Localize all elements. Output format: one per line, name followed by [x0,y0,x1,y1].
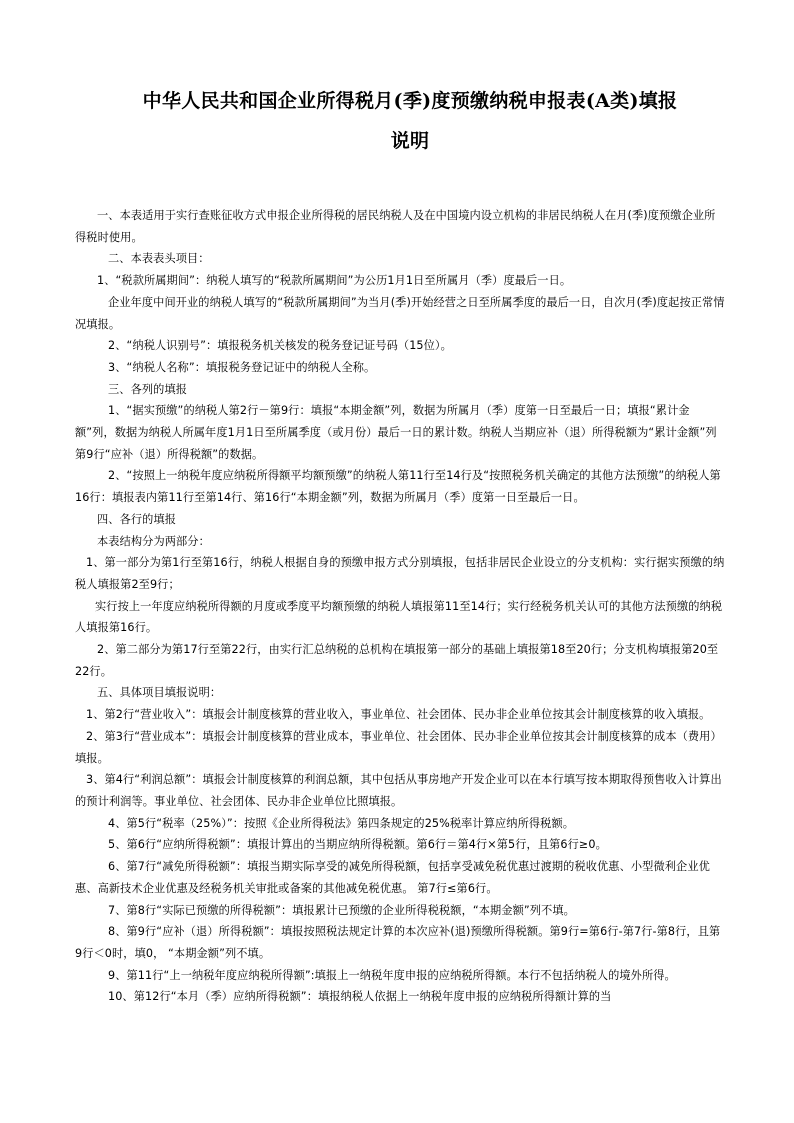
paragraph-row-8: 7、第8行“实际已预缴的所得税额”：填报累计已预缴的企业所得税税额，“本期金额”列不填。 [108,903,575,917]
paragraph-row-11: 9、第11行“上一纳税年度应纳税所得额”:填报上一纳税年度申报的应纳税所得额。本行不包括纳税人的境外所得。 [108,968,676,982]
paragraph-row-5: 4、第5行“税率（25%）”：按照《企业所得税法》第四条规定的25%税率计算应纳所得税额。 [108,816,575,830]
section-heading-rows: 四、各行的填报 [97,512,177,526]
paragraph-structure: 本表结构分为两部分： [97,534,210,548]
paragraph-tax-period: 1、“税款所属期间”：纳税人填写的“税款所属期间”为公历1月1日至所属月（季）度最后一日。 [97,274,572,288]
paragraph-row-2: 1、第2行“营业收入”：填报会计制度核算的营业收入，事业单位、社会团体、民办非企业单位按其会计制度核算的收入填报。 [86,708,711,722]
paragraph-row-7: 6、第7行“减免所得税额”：填报当期实际享受的减免所得税额，包括享受减免税优惠过渡期的税收优惠、小型微利企业优惠、高新技术企业优惠及经税务机关审批或备案的其他减免税优惠。 第7行≤第6行。 [75,860,710,895]
paragraph-row-6: 5、第6行“应纳所得税额”：填报计算出的当期应纳所得税额。第6行＝第4行×第5行，且第6行≥0。 [108,838,607,852]
paragraph-row-3: 2、第3行“营业成本”：填报会计制度核算的营业成本，事业单位、社会团体、民办非企业单位按其会计制度核算的成本（费用）填报。 [75,729,722,765]
paragraph-mid-year-opening: 企业年度中间开业的纳税人填写的“税款所属期间”为当月(季)开始经营之日至所属季度的最后一日，自次月(季)度起按正常情况填报。 [75,295,725,331]
section-heading-item-details: 五、具体项目填报说明： [97,686,222,700]
paragraph-row-12: 10、第12行“本月（季）应纳所得税额”：填报纳税人依据上一纳税年度申报的应纳税所得额计算的当 [108,990,612,1004]
document-body [75,205,725,1008]
document-title-continued: 说明 [390,130,430,152]
paragraph-row-9: 8、第9行“应补（退）所得税额”：填报按照税法规定计算的本次应补(退)预缴所得税额。第9行=第6行-第7行-第8行，且第9行＜0时，填0， “本期金额”列不填。 [75,925,721,960]
section-heading-columns: 三、各列的填报 [108,382,188,396]
paragraph-row-4: 3、第4行“利润总额”：填报会计制度核算的利润总额，其中包括从事房地产开发企业可以在本行填写按本期取得预售收入计算出的预计利润等。事业单位、社会团体、民办非企业单位比照填报。 [75,773,722,808]
paragraph-part-one: 1、第一部分为第1行至第16行，纳税人根据自身的预缴申报方式分别填报，包括非居民企业设立的分支机构：实行据实预缴的纳税人填报第2至9行； [75,556,725,591]
paragraph-part-one-continued: 实行按上一年度应纳税所得额的月度或季度平均额预缴的纳税人填报第11至14行；实行经税务机关认可的其他方法预缴的纳税人填报第16行。 [75,599,723,635]
paragraph-scope: 一、本表适用于实行查账征收方式申报企业所得税的居民纳税人及在中国境内设立机构的非居民纳税人在月(季)度预缴企业所得税时使用。 [75,209,716,244]
section-heading-header-items: 二、本表表头项目： [108,252,210,266]
paragraph-average-prepayment: 2、“按照上一纳税年度应纳税所得额平均额预缴”的纳税人第11行至14行及“按照税务机关确定的其他方法预缴”的纳税人第16行：填报表内第11行至第14行、第16行“本期金额”列，数据为所属月（季）度第一日至最后一日。 [75,469,721,505]
paragraph-part-two: 2、第二部分为第17行至第22行，由实行汇总纳税的总机构在填报第一部分的基础上填报第18至20行；分支机构填报第20至22行。 [75,643,719,678]
paragraph-actual-prepayment: 1、“据实预缴”的纳税人第2行－第9行：填报“本期金额”列，数据为所属月（季）度第一日至最后一日；填报“累计金额”列，数据为纳税人所属年度1月1日至所属季度（或月份）最后一日的累计数。纳税人当期应补（退）所得税额为“累计金额”列第9行“应补（退）所得税额”的数据。 [75,404,717,461]
paragraph-taxpayer-name: 3、“纳税人名称”：填报税务登记证中的纳税人全称。 [108,360,376,374]
document-title: 中华人民共和国企业所得税月(季)度预缴纳税申报表(A类)填报 [142,90,678,112]
paragraph-taxpayer-id: 2、“纳税人识别号”：填报税务机关核发的税务登记证号码（15位）。 [108,339,452,353]
